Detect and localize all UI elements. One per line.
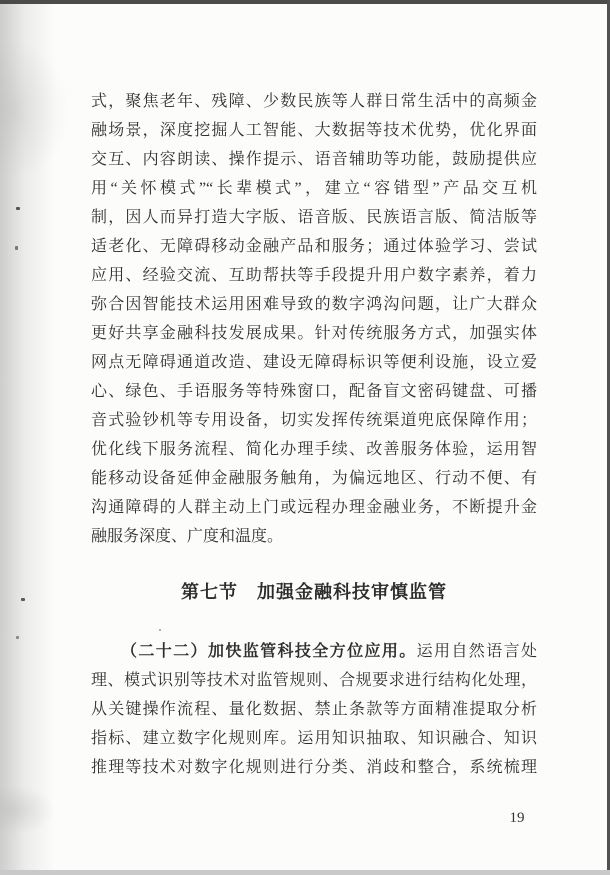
text-line: 弥合因智能技术运用困难导致的数字鸿沟问题，让广大群众 [91,296,537,313]
paragraph-lead-line [91,637,537,666]
paragraph-lines [91,666,537,782]
text-line: 指标、建立数字化规则库。运用知识抽取、知识融合、知识 [91,730,537,747]
text-line: 制，因人而异打造大字版、语音版、民族语言版、简洁版等 [91,209,537,226]
scan-border-top [0,0,610,4]
body-paragraph-1 [91,87,537,551]
item-title-bold: （二十二）加快监管科技全方位应用。 [121,643,417,660]
text-line: 式，聚焦老年、残障、少数民族等人群日常生活中的高频金 [91,93,537,110]
scan-speck [16,207,20,210]
text-line: 融服务深度、广度和温度。 [91,528,284,545]
text-line: 心、绿色、手语服务等特殊窗口，配备盲文密码键盘、可播 [91,383,537,400]
text-line: 能移动设备延伸金融服务触角，为偏远地区、行动不便、有 [91,470,537,487]
body-paragraph-2 [91,637,537,782]
item-lead-text: 运用自然语言处 [416,643,537,660]
text-line: 更好共享金融科技发展成果。针对传统服务方式，加强实体 [91,325,537,342]
text-line: 从关键操作流程、量化数据、禁止条款等方面精准提取分析 [91,701,537,718]
text-line: 适老化、无障碍移动金融产品和服务；通过体验学习、尝试 [91,238,537,255]
text-line: 融场景，深度挖掘人工智能、大数据等技术优势，优化界面 [91,122,537,139]
scan-shadow-patch [0,40,70,180]
text-line: 推理等技术对数字化规则进行分类、消歧和整合，系统梳理 [91,759,537,776]
text-line: 优化线下服务流程、简化办理手续、改善服务体验，运用智 [91,441,537,458]
text-line: 交互、内容朗读、操作提示、语音辅助等功能，鼓励提供应 [91,151,537,168]
scan-speck [16,636,19,639]
text-line: 理、模式识别等技术对监管规则、合规要求进行结构化处理， [91,672,537,689]
text-line: 沟通障碍的人群主动上门或远程办理金融业务，不断提升金 [91,499,537,516]
scan-speck [15,246,18,250]
scan-speck [159,629,161,631]
scan-smudge [0,785,55,835]
text-line: 网点无障碍通道改造、建设无障碍标识等便利设施，设立爱 [91,354,537,371]
scan-border-bottom [0,870,610,875]
text-line: 应用、经验交流、互助帮扶等手段提升用户数字素养，着力 [91,267,537,284]
section-heading: 第七节 加强金融科技审慎监管 [181,582,447,602]
page-number: 19 [509,810,525,826]
scan-speck [21,598,25,601]
text-line: 音式验钞机等专用设备，切实发挥传统渠道兜底保障作用； [91,412,537,429]
text-line: 用“关怀模式”“长辈模式”，建立“容错型”产品交互机 [91,180,537,197]
